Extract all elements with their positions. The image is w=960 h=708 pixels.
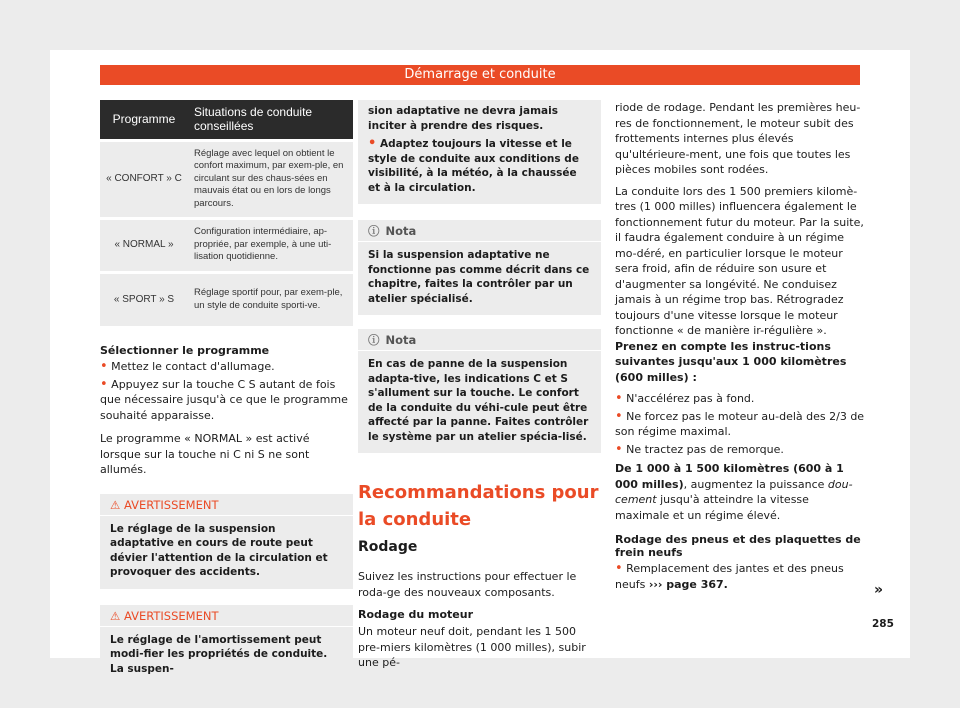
tire-break-in-title: Rodage des pneus et des plaquettes de frein neufs: [615, 533, 861, 559]
column-3: [615, 100, 865, 592]
table-header-program: Programme: [100, 100, 188, 140]
note-box: [358, 329, 601, 453]
table-cell-text: Réglage sportif pour, par exem-ple, un style de conduite sporti-ve.: [188, 272, 353, 326]
section-header: Démarrage et conduite: [100, 65, 860, 85]
column-2: [358, 100, 601, 671]
warning-box-continued: [358, 100, 601, 204]
list-item: • Appuyez sur la touche C S autant de fois que nécessaire jusqu'à ce que le programme souhaité apparaisse.: [100, 376, 348, 422]
engine-break-in-title: Rodage du moteur: [358, 608, 474, 621]
list-item: • Remplacement des jantes et des pneus neufs ››› page 367.: [615, 561, 844, 591]
paragraph: Un moteur neuf doit, pendant les 1 500 pre-miers kilomètres (1 000 milles), subir une pé-: [358, 625, 586, 669]
paragraph: Suivez les instructions pour effectuer le roda-ge des nouveaux composants.: [358, 570, 577, 599]
warning-box: [100, 605, 353, 686]
paragraph: De 1 000 à 1 500 kilomètres (600 à 1 000 milles), augmentez la puissance dou-cement jusqu'à atteindre la vitesse maximale et un régime élevé.: [615, 462, 853, 522]
warning-body: Le réglage de la suspension adaptative en cours de route peut dévier l'attention de la circulation et provoquer des accidents.: [110, 522, 328, 578]
note-title: Nota: [385, 224, 417, 238]
program-table: [100, 100, 353, 326]
list-item: • Adaptez toujours la vitesse et le style de conduite aux conditions de visibilité, à la météo, à la chaussée et à la circulation.: [368, 136, 579, 194]
paragraph: La conduite lors des 1 500 premiers kilomè-tres (1 000 milles) influencera également le fonctionnement futur du moteur. Par la suite, il faudra également conduire à un régime mo-déré, en particulier lorsque le moteur sera froid, afin de réduire son usure et d'augmenter sa longévité. Ne conduisez jamais à un régime trop bas. Rétrogradez toujours d'une vitesse lorsque le moteur fonctionne « de manière ir-régulière ». Prenez en compte les instruc-tions suivantes jusqu'aux 1 000 kilomètres (600 milles) :: [615, 184, 864, 384]
section-title: Recommandations pour la conduite: [358, 482, 599, 530]
note-title: Nota: [385, 333, 417, 347]
paragraph: riode de rodage. Pendant les premières heu-res de fonctionnement, le moteur subit des frottements internes plus élevés qu'ultérieure-ment, une fois que toutes les pièces mobiles sont rodées.: [615, 101, 861, 176]
select-program-title: Sélectionner le programme: [100, 344, 270, 357]
warning-title: AVERTISSEMENT: [123, 497, 219, 512]
table-cell-text: Réglage avec lequel on obtient le confort maximum, par exem-ple, en circulant sur des chaus-sées en mauvais état ou en lors de longs parcours.: [188, 140, 353, 218]
page-number: 285: [872, 618, 894, 630]
warning-icon: ⚠: [110, 497, 121, 512]
table-cell-program: « CONFORT » C: [100, 140, 188, 218]
list-item: • N'accélérez pas à fond.: [615, 391, 755, 406]
note-body: En cas de panne de la suspension adapta-tive, les indications C et S s'allument sur la touche. Le confort de la conduite du véhi-cule peut être affecté par la panne. Faites contrôler le système par un atelier spécia-lisé.: [368, 358, 589, 443]
info-icon: ⓘ: [368, 224, 380, 238]
table-header-situations: Situations de conduite conseillées: [188, 100, 353, 140]
continue-marker: »: [874, 582, 884, 598]
warning-body: Le réglage de l'amortissement peut modi-fier les propriétés de conduite. La suspen-: [110, 633, 328, 675]
paragraph: Le programme « NORMAL » est activé lorsque sur la touche ni C ni S ne sont allumés.: [100, 432, 310, 476]
table-cell-program: « NORMAL »: [100, 218, 188, 272]
list-item: • Ne tractez pas de remorque.: [615, 441, 784, 457]
warning-title: AVERTISSEMENT: [123, 608, 219, 623]
list-item: • Mettez le contact d'allumage.: [100, 359, 275, 374]
note-box: [358, 220, 601, 315]
warning-icon: ⚠: [110, 608, 121, 623]
manual-page: [50, 50, 910, 675]
table-row: [100, 140, 353, 218]
table-cell-text: Configuration intermédiaire, ap-propriée, par exemple, à une uti-lisation quotidienne.: [188, 218, 353, 272]
column-1: [100, 100, 353, 685]
table-cell-program: « SPORT » S: [100, 272, 188, 326]
warning-box: [100, 494, 353, 589]
table-row: [100, 218, 353, 272]
page-reference-link[interactable]: ››› page 367.: [648, 577, 728, 591]
info-icon: ⓘ: [368, 333, 380, 347]
note-body: Si la suspension adaptative ne fonctionne pas comme décrit dans ce chapitre, faites la contrôler par un atelier spécialisé.: [368, 249, 590, 305]
subsection-title: Rodage: [358, 539, 418, 555]
warning-body: sion adaptative ne devra jamais inciter à prendre des risques.: [368, 105, 558, 132]
list-item: • Ne forcez pas le moteur au-delà des 2/3 de son régime maximal.: [615, 408, 865, 438]
table-row: [100, 272, 353, 326]
